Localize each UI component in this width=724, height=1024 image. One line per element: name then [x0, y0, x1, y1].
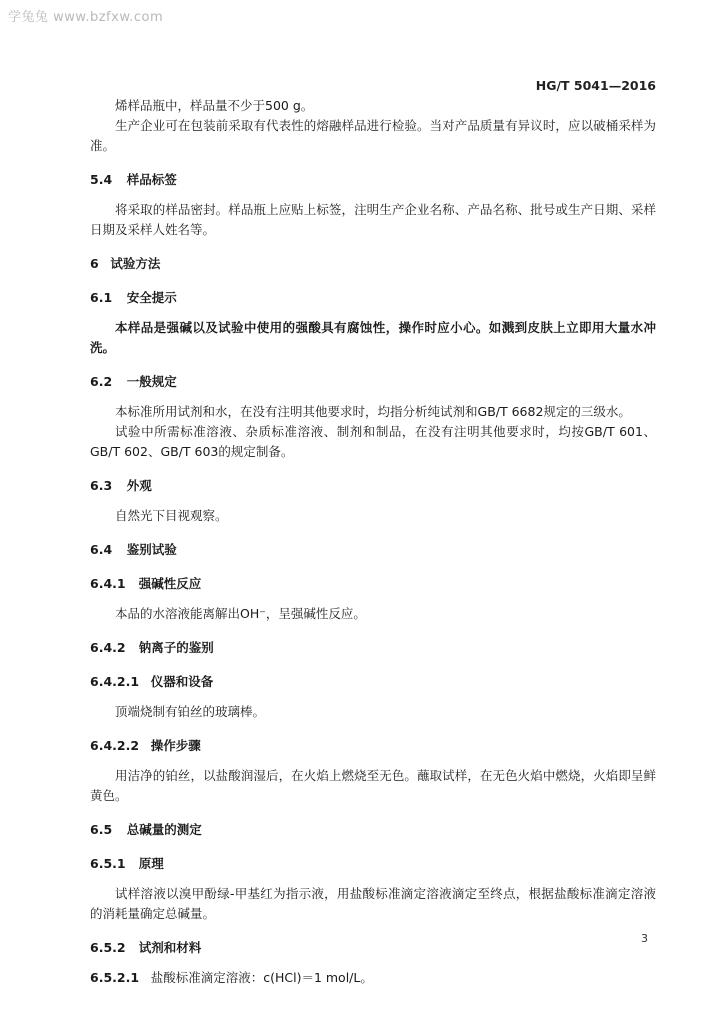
section-title: 一般规定	[126, 374, 177, 389]
paragraph: 用洁净的铂丝，以盐酸润湿后，在火焰上燃烧至无色。蘸取试样，在无色火焰中燃烧，火焰即呈鲜黄色。	[90, 768, 656, 803]
section-title: 总碱量的测定	[126, 822, 202, 837]
section-title: 试验方法	[110, 256, 161, 271]
section-heading	[90, 574, 656, 594]
paragraph: 将采取的样品密封。样品瓶上应贴上标签，注明生产企业名称、产品名称、批号或生产日期、采样日期及采样人姓名等。	[90, 202, 656, 237]
section-number: 6.5	[90, 822, 113, 837]
section-heading	[90, 254, 656, 274]
section-heading	[90, 476, 656, 496]
section-title: 钠离子的鉴别	[138, 640, 214, 655]
section-heading	[90, 938, 656, 958]
section-title: 鉴别试验	[126, 542, 177, 557]
section-number: 6.5.2	[90, 940, 126, 955]
document-number: HG/T 5041—2016	[535, 78, 656, 93]
watermark: 学兔兔 www.bzfxw.com	[8, 10, 164, 25]
section-number: 6.4.1	[90, 576, 126, 591]
section-number: 6.3	[90, 478, 113, 493]
section-number: 6.2	[90, 374, 113, 389]
clause-text: 盐酸标准滴定溶液：c(HCl)＝1 mol/L。	[150, 970, 373, 985]
section-title: 仪器和设备	[150, 674, 214, 689]
section-number: 6.4.2.1	[90, 674, 140, 689]
section-heading	[90, 288, 656, 308]
section-title: 样品标签	[126, 172, 177, 187]
section-title: 试剂和材料	[138, 940, 202, 955]
section-title: 强碱性反应	[138, 576, 202, 591]
section-heading	[90, 854, 656, 874]
section-title: 安全提示	[126, 290, 177, 305]
section-heading	[90, 736, 656, 756]
section-number: 6	[90, 256, 99, 271]
paragraph: 烯样品瓶中，样品量不少于500 g。	[115, 98, 314, 113]
paragraph: 试样溶液以溴甲酚绿-甲基红为指示液，用盐酸标准滴定溶液滴定至终点，根据盐酸标准滴定溶液的消耗量确定总碱量。	[90, 886, 656, 921]
paragraph: 本标准所用试剂和水，在没有注明其他要求时，均指分析纯试剂和GB/T 6682规定的三级水。	[115, 404, 631, 419]
section-heading	[90, 638, 656, 658]
section-heading	[90, 820, 656, 840]
page-number: 3	[641, 932, 648, 945]
section-number: 6.4.2	[90, 640, 126, 655]
clause-line	[90, 968, 656, 988]
section-heading	[90, 672, 656, 692]
section-title: 外观	[126, 478, 152, 493]
section-heading	[90, 372, 656, 392]
document-body	[90, 96, 656, 988]
section-number: 6.5.1	[90, 856, 126, 871]
section-heading	[90, 540, 656, 560]
section-title: 操作步骤	[150, 738, 201, 753]
paragraph: 生产企业可在包装前采取有代表性的熔融样品进行检验。当对产品质量有异议时，应以破桶采样为准。	[90, 118, 656, 153]
section-number: 5.4	[90, 172, 113, 187]
section-heading	[90, 170, 656, 190]
section-title: 原理	[138, 856, 164, 871]
section-number: 6.5.2.1	[90, 970, 140, 985]
paragraph: 试验中所需标准溶液、杂质标准溶液、制剂和制品，在没有注明其他要求时，均按GB/T 601、GB/T 602、GB/T 603的规定制备。	[90, 424, 656, 459]
paragraph: 顶端烧制有铂丝的玻璃棒。	[115, 704, 266, 719]
section-number: 6.1	[90, 290, 113, 305]
paragraph: 自然光下目视观察。	[115, 508, 228, 523]
safety-paragraph: 本样品是强碱以及试验中使用的强酸具有腐蚀性，操作时应小心。如溅到皮肤上立即用大量水冲洗。	[90, 320, 656, 355]
section-number: 6.4.2.2	[90, 738, 140, 753]
section-number: 6.4	[90, 542, 113, 557]
paragraph: 本品的水溶液能离解出OH⁻，呈强碱性反应。	[115, 606, 366, 621]
